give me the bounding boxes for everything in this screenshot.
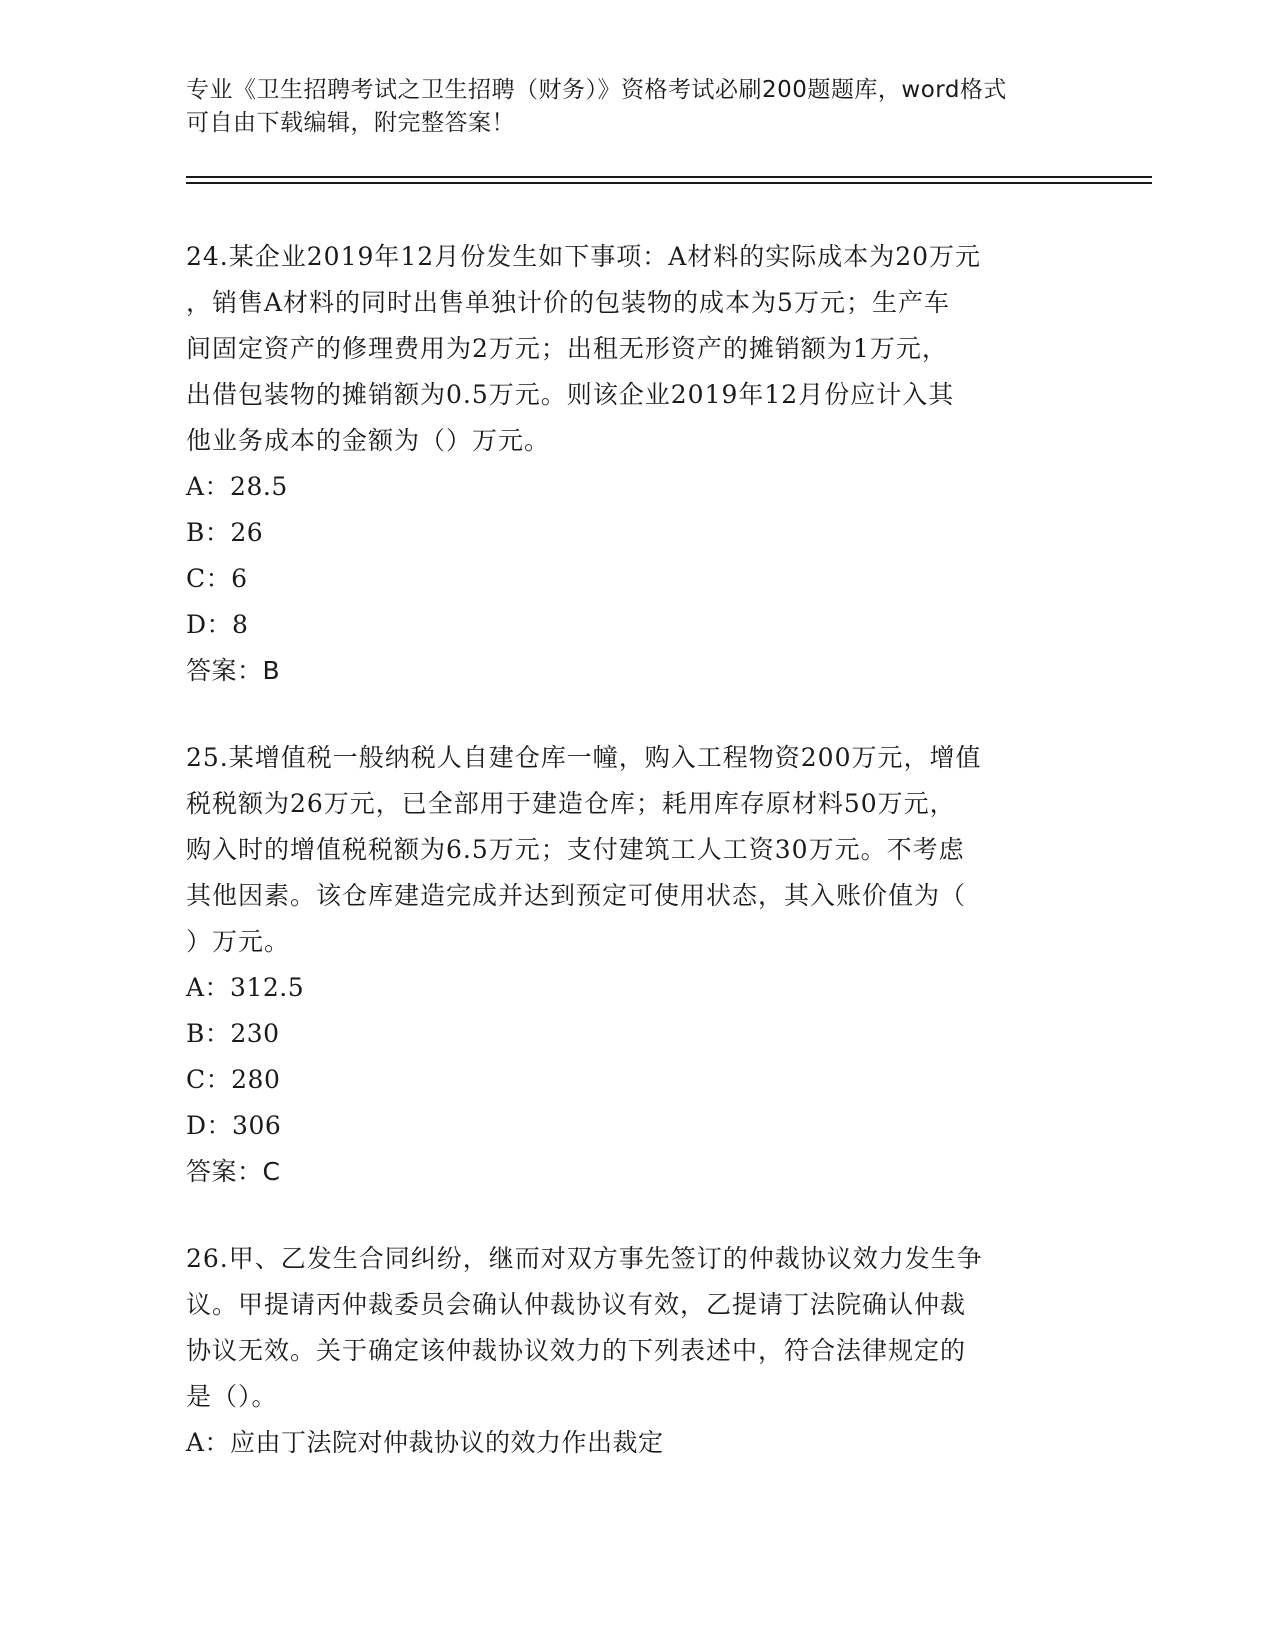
header-divider-top: [186, 176, 1152, 178]
question-text-line: ，销售A材料的同时出售单独计价的包装物的成本为5万元；生产车: [186, 288, 950, 317]
question-text-line: 出借包装物的摊销额为0.5万元。则该企业2019年12月份应计入其: [186, 380, 955, 409]
question-26: [186, 1236, 1086, 1466]
question-text-line: 25.某增值税一般纳税人自建仓库一幢，购入工程物资200万元，增值: [186, 743, 982, 772]
question-text-line: 24.某企业2019年12月份发生如下事项：A材料的实际成本为20万元: [186, 242, 982, 271]
option-a: A：312.5: [186, 973, 305, 1002]
question-text-line: 议。甲提请丙仲裁委员会确认仲裁协议有效，乙提请丁法院确认仲裁: [186, 1290, 967, 1319]
question-text-line: 他业务成本的金额为（）万元。: [186, 426, 551, 455]
answer-label: 答案：B: [186, 656, 281, 685]
question-text-line: ）万元。: [186, 927, 291, 956]
header-line-2: 可自由下载编辑，附完整答案！: [186, 110, 515, 136]
question-text-line: 购入时的增值税税额为6.5万元；支付建筑工人工资30万元。不考虑: [186, 835, 965, 864]
option-a: A：应由丁法院对仲裁协议的效力作出裁定: [186, 1428, 664, 1457]
question-24: [186, 234, 1086, 694]
option-d: D：8: [186, 610, 249, 639]
option-a: A：28.5: [186, 472, 288, 501]
question-text-line: 是（）。: [186, 1382, 278, 1411]
document-header: [186, 74, 1086, 140]
question-text-line: 26.甲、乙发生合同纠纷，继而对双方事先签订的仲裁协议效力发生争: [186, 1244, 983, 1273]
option-b: B：26: [186, 518, 264, 547]
question-text-line: 其他因素。该仓库建造完成并达到预定可使用状态，其入账价值为（: [186, 881, 967, 910]
question-text-line: 协议无效。关于确定该仲裁协议效力的下列表述中，符合法律规定的: [186, 1336, 967, 1365]
header-divider-bottom: [186, 182, 1152, 184]
option-d: D：306: [186, 1111, 282, 1140]
header-line-1: 专业《卫生招聘考试之卫生招聘（财务）》资格考试必刷200题题库，word格式: [186, 77, 1007, 103]
answer-label: 答案：C: [186, 1157, 281, 1186]
question-text-line: 间固定资产的修理费用为2万元；出租无形资产的摊销额为1万元，: [186, 334, 948, 363]
option-c: C：280: [186, 1065, 281, 1094]
question-25: [186, 735, 1086, 1195]
option-b: B：230: [186, 1019, 280, 1048]
question-text-line: 税税额为26万元，已全部用于建造仓库；耗用库存原材料50万元，: [186, 789, 956, 818]
option-c: C：6: [186, 564, 248, 593]
